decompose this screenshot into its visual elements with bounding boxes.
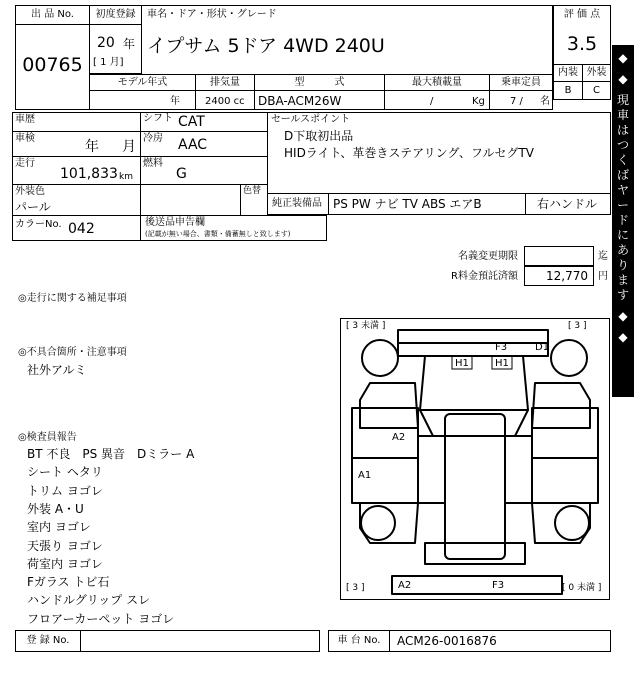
yard-location-banner	[612, 45, 634, 397]
post-docs-label: 後送品申告欄	[145, 217, 205, 228]
interior-label: 内装	[558, 67, 578, 78]
model-year-unit: 年	[170, 96, 180, 107]
equipment-label: 純正装備品	[272, 198, 322, 209]
sidebar-char: ー	[616, 198, 629, 212]
inspector-line: トリム ヨゴレ	[27, 483, 103, 498]
inspector-line: Fガラス トビ石	[27, 575, 110, 590]
color-change-label: 色替	[243, 186, 262, 196]
mark-h1-right: H1	[495, 358, 509, 369]
recycle-label: R料金預託済額	[451, 271, 518, 282]
displacement: 2400 cc	[205, 96, 245, 107]
lot-no: 00765	[22, 54, 83, 76]
name-change-label: 名義変更期限	[458, 251, 518, 262]
color-no-label: カラーNo.	[15, 219, 62, 230]
rating: 3.5	[566, 33, 598, 55]
model-year-label: モデル年式	[117, 77, 168, 88]
car-name-label: 車名・ドア・形状・グレード	[147, 9, 277, 20]
br-count: [ 0 未満 ]	[562, 583, 602, 593]
first-reg-year-unit: 年	[123, 37, 136, 51]
rating-label: 評 価 点	[563, 9, 601, 20]
tl-count: [ 3 未満 ]	[346, 321, 386, 331]
first-reg-label: 初度登録	[95, 9, 136, 20]
shift: CAT	[178, 114, 205, 130]
sidebar-char: ◆	[618, 72, 628, 86]
mileage-unit: km	[119, 172, 133, 182]
mark-h1-left: H1	[455, 358, 469, 369]
recycle-unit: 円	[598, 271, 608, 282]
sidebar-char: あ	[616, 243, 629, 257]
sidebar-char: ◆	[618, 309, 628, 323]
inspector-label: ◎検査員報告	[18, 432, 77, 443]
name-change-unit: 迄	[598, 251, 608, 262]
vehicle-damage-diagram	[340, 318, 610, 600]
color-no: 042	[68, 221, 95, 237]
inspector-line: BT 不良 PS 異音 Dミラー A	[27, 447, 195, 461]
inspection-label: 車検	[15, 133, 35, 144]
chassis-no-label: 車 台 No.	[337, 635, 381, 646]
lot-no-label: 出 品 No.	[31, 9, 74, 20]
capacity-unit: 名	[540, 96, 550, 107]
max-load-unit: Kg	[472, 96, 485, 107]
name-change-box	[524, 246, 594, 266]
bl-count: [ 3 ]	[346, 583, 365, 593]
mark-a1-side: A1	[358, 470, 372, 481]
inspector-line: 外装 A・U	[27, 501, 84, 516]
capacity-label: 乗車定員	[501, 77, 541, 88]
sales-point-line-2: HIDライト、革巻きステアリング、フルセグTV	[284, 146, 534, 160]
sidebar-char: ◆	[618, 51, 628, 65]
aircon: AAC	[178, 137, 208, 153]
interior-grade: B	[564, 85, 572, 96]
sidebar-char: り	[616, 258, 629, 272]
first-reg-year: 20	[97, 35, 115, 51]
aircon-label: 冷房	[143, 133, 163, 144]
inspector-line: シート ヘタリ	[27, 465, 103, 480]
inspection-year-unit: 年	[85, 139, 99, 155]
fuel: G	[176, 166, 187, 182]
chassis-no: ACM26-0016876	[397, 634, 497, 648]
first-reg-month: [ 1 月]	[93, 57, 124, 68]
recycle-amount: 12,770	[546, 269, 588, 283]
sidebar-char: ヤ	[616, 183, 629, 197]
mileage-label: 走行	[15, 158, 35, 169]
mark-a2-side: A2	[392, 432, 406, 443]
sales-points-label: セールスポイント	[271, 114, 351, 125]
reg-no-label: 登 録 No.	[26, 635, 70, 646]
sidebar-char: ド	[616, 213, 629, 227]
tr-count: [ 3 ]	[568, 321, 587, 331]
inspector-line: 荷室内 ヨゴレ	[27, 556, 103, 571]
mark-f3-rear: F3	[492, 580, 505, 591]
driving-notes-label: ◎走行に関する補足事項	[18, 293, 127, 304]
car-name: イプサム 5ドア 4WD 240U	[147, 35, 385, 57]
yard-location-text	[612, 45, 634, 345]
defects-label: ◎不具合箇所・注意事項	[18, 347, 127, 358]
fuel-label: 燃料	[143, 158, 163, 169]
type: DBA-ACM26W	[258, 94, 342, 108]
inspector-line: フロアーカーペット ヨゴレ	[27, 611, 175, 626]
defects-text: 社外アルミ	[27, 363, 87, 377]
exterior-color-label: 外装色	[15, 186, 45, 197]
mark-d1: D1	[535, 342, 550, 353]
post-docs-note: (記載が無い場合、書類・備蓄無しと致します)	[145, 230, 291, 238]
inspector-line: ハンドルグリップ スレ	[27, 593, 151, 608]
exterior-color: パール	[15, 200, 51, 214]
sidebar-char: ま	[616, 273, 629, 287]
sales-point-line-1: D下取初出品	[284, 129, 354, 143]
exterior-grade: C	[593, 85, 600, 96]
sidebar-char: す	[616, 288, 629, 302]
capacity: 7 /	[510, 96, 523, 107]
sidebar-char: 現	[616, 93, 629, 107]
sidebar-char: く	[616, 153, 629, 167]
max-load: /	[430, 96, 434, 107]
shift-label: シフト	[143, 113, 173, 124]
displacement-label: 排気量	[210, 77, 240, 88]
history-label: 車歴	[15, 114, 35, 125]
equipment-items: PS PW ナビ TV ABS エアB	[333, 197, 482, 211]
sidebar-char: ◆	[618, 330, 628, 344]
reg-no-value-cell	[80, 630, 320, 652]
mark-f3-top: F3	[495, 342, 508, 353]
mileage: 101,833	[60, 166, 118, 182]
sidebar-char: は	[616, 123, 629, 137]
inspector-line: 室内 ヨゴレ	[27, 520, 91, 535]
sidebar-char: ば	[616, 168, 629, 182]
exterior-label: 外装	[586, 67, 607, 78]
sidebar-char: 車	[616, 108, 629, 122]
type-label: 型 式	[294, 77, 345, 88]
sidebar-char: に	[616, 228, 629, 242]
inspection-month-unit: 月	[122, 139, 136, 155]
sidebar-char: つ	[616, 138, 629, 152]
steering: 右ハンドル	[537, 197, 598, 211]
inspector-line: 天張り ヨゴレ	[27, 538, 103, 553]
mark-a2-rear: A2	[398, 580, 412, 591]
max-load-label: 最大積載量	[412, 77, 462, 88]
